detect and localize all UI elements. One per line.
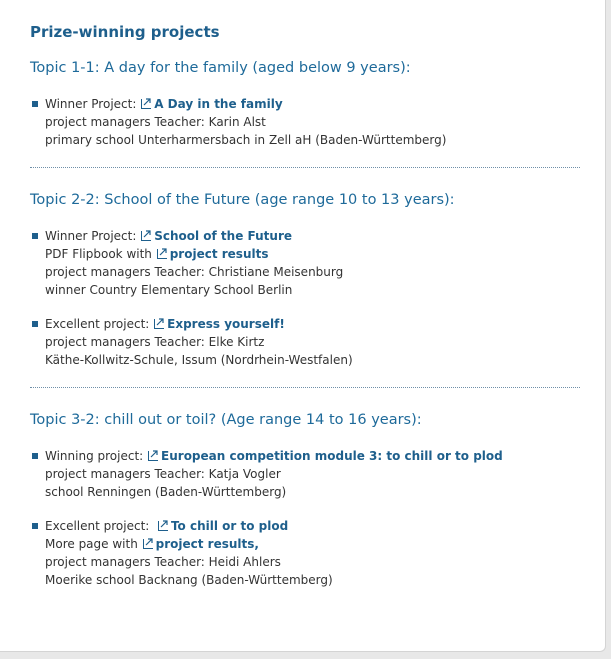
project-results-link[interactable] (142, 537, 259, 551)
results-prefix: More page with (45, 537, 142, 551)
square-bullet-icon (32, 453, 38, 459)
project-link[interactable] (140, 229, 292, 243)
project-prefix: Excellent project: (45, 519, 157, 533)
list-item (30, 227, 580, 299)
topic-section-2 (30, 190, 580, 388)
project-manager: project managers Teacher: Karin Alst (45, 115, 266, 129)
list-item (30, 95, 580, 149)
project-school: Moerike school Backnang (Baden-Württemberg) (45, 573, 333, 587)
project-title-line (45, 447, 580, 465)
project-results-link-label: project results, (155, 537, 259, 551)
external-link-icon (148, 451, 158, 461)
project-school: winner Country Elementary School Berlin (45, 283, 293, 297)
square-bullet-icon (32, 101, 38, 107)
external-link-icon (154, 319, 164, 329)
square-bullet-icon (32, 233, 38, 239)
project-link[interactable] (147, 449, 503, 463)
project-link[interactable] (157, 519, 288, 533)
external-link-icon (158, 521, 168, 531)
topic-section-3 (30, 410, 580, 607)
results-prefix: PDF Flipbook with (45, 247, 156, 261)
project-prefix: Winning project: (45, 449, 148, 463)
project-manager: project managers Teacher: Christiane Meisenburg (45, 265, 344, 279)
square-bullet-icon (32, 523, 38, 529)
list-item (30, 315, 580, 369)
external-link-icon (141, 231, 151, 241)
project-link-label: Express yourself! (167, 317, 285, 331)
project-results-link[interactable] (156, 247, 269, 261)
project-link-label: School of the Future (154, 229, 292, 243)
project-title-line (45, 95, 580, 113)
external-link-icon (141, 99, 151, 109)
project-title-line (45, 315, 580, 333)
project-prefix: Winner Project: (45, 97, 141, 111)
project-link-label: To chill or to plod (170, 519, 289, 533)
project-prefix: Winner Project: (45, 229, 141, 243)
project-link-label: A Day in the family (154, 97, 283, 111)
external-link-icon (143, 539, 153, 549)
project-link-label: European competition module 3: to chill or to plod (161, 449, 503, 463)
project-title-line (45, 517, 580, 535)
topic-heading: Topic 1-1: A day for the family (aged below 9 years): (30, 60, 411, 76)
page-title: Prize-winning projects (30, 23, 220, 41)
project-prefix: Excellent project: (45, 317, 154, 331)
project-school: Käthe-Kollwitz-Schule, Issum (Nordrhein-Westfalen) (45, 353, 353, 367)
project-school: school Renningen (Baden-Württemberg) (45, 485, 287, 499)
topic-section-1 (30, 58, 580, 168)
list-item (30, 517, 580, 589)
project-results-link-label: project results (169, 247, 269, 261)
topic-heading: Topic 3-2: chill out or toil? (Age range 14 to 16 years): (30, 412, 422, 428)
topic-heading: Topic 2-2: School of the Future (age range 10 to 13 years): (30, 192, 455, 208)
project-school: primary school Unterharmersbach in Zell aH (Baden-Württemberg) (45, 133, 447, 147)
project-manager: project managers Teacher: Heidi Ahlers (45, 555, 281, 569)
project-list (30, 95, 580, 149)
project-manager: project managers Teacher: Elke Kirtz (45, 335, 265, 349)
project-link[interactable] (153, 317, 285, 331)
project-manager: project managers Teacher: Katja Vogler (45, 467, 281, 481)
project-title-line (45, 227, 580, 245)
external-link-icon (157, 249, 167, 259)
project-list (30, 447, 580, 589)
project-link[interactable] (140, 97, 282, 111)
project-results-line (45, 535, 580, 553)
project-results-line (45, 245, 580, 263)
square-bullet-icon (32, 321, 38, 327)
list-item (30, 447, 580, 501)
project-list (30, 227, 580, 369)
